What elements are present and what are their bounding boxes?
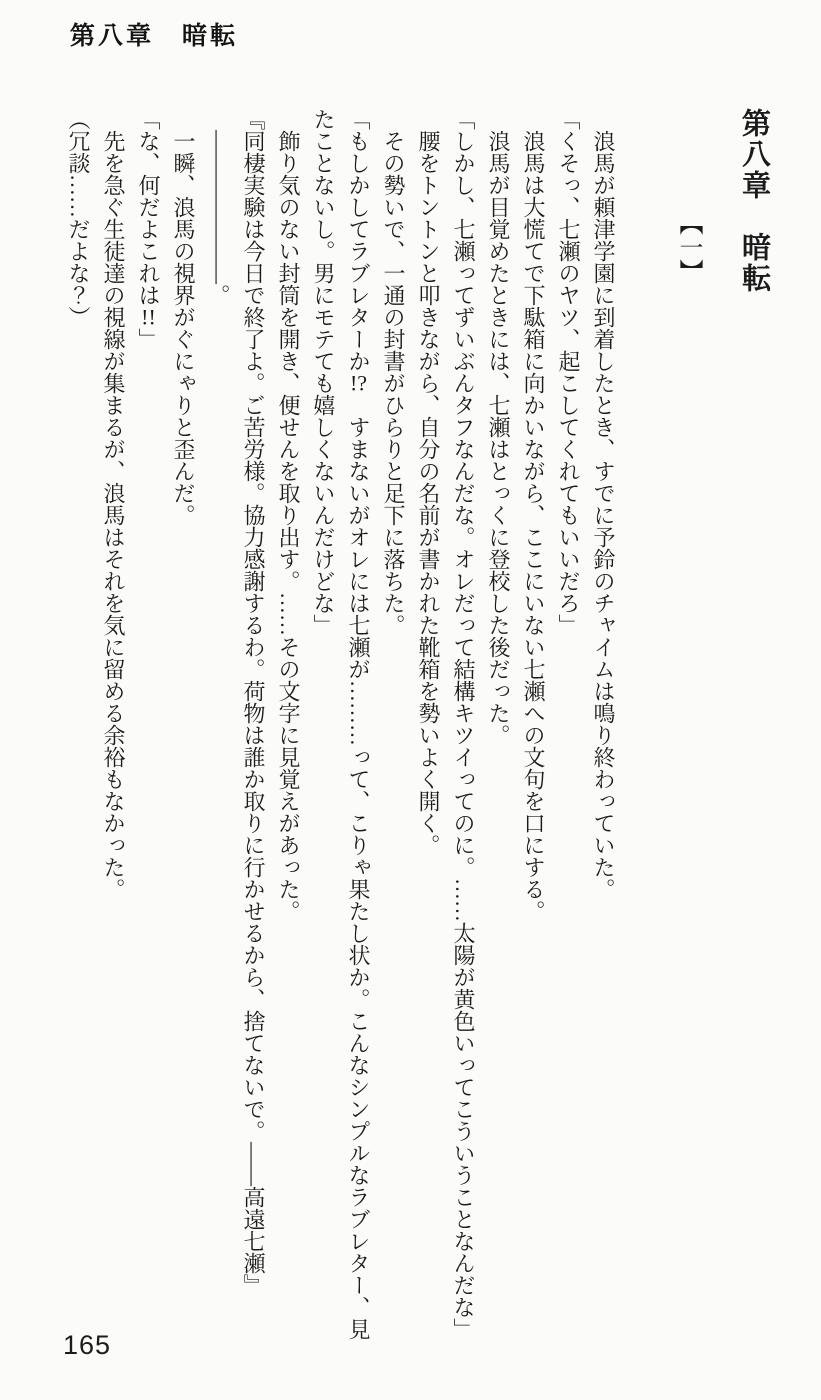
- paragraph-letter-10: 『同棲実験は今日で終了よ。ご苦労様。協力感謝するわ。荷物は誰か取りに行かせるから、捨てないで。――高遠七瀬』: [241, 108, 266, 1296]
- chapter-title: 第八章 暗転: [738, 108, 770, 294]
- paragraph-dialogue-8-text-start: 「もしかしてラブレターか: [346, 108, 371, 372]
- page-number: 165: [63, 1330, 112, 1360]
- section-number-marker: 【一】: [675, 211, 701, 283]
- paragraph-narration-7: その勢いで、一通の封書がひらりと足下に落ちた。: [381, 108, 406, 636]
- paragraph-dialogue-13-double-exclamation: !!: [141, 306, 156, 328]
- paragraph-narration-1: 浪馬が頼津学園に到着したとき、すでに予鈴のチャイムは鳴り終わっていた。: [591, 108, 616, 900]
- running-header-chapter: 第八章 暗転: [70, 23, 239, 50]
- paragraph-dash-11: ―――――――。: [206, 108, 231, 306]
- paragraph-dialogue-8-interrobang: !?: [349, 372, 368, 394]
- paragraph-dialogue-5: 「しかし、七瀬ってずいぶんタフなんだな。オレだって結構キツイってのに。……太陽が黄色いってこういうことなんだな」: [451, 108, 476, 1340]
- paragraph-dialogue-13: [131, 108, 166, 1346]
- page-body-vertical-text: [61, 108, 775, 1346]
- paragraph-thought-15: （冗談……だよな？）: [66, 108, 91, 328]
- paragraph-dialogue-8: [306, 108, 376, 1346]
- paragraph-narration-14: 先を急ぐ生徒達の視線が集まるが、浪馬はそれを気に留める余裕もなかった。: [101, 108, 126, 900]
- paragraph-dialogue-13-text-start: 「な、何だよこれは: [136, 108, 161, 306]
- paragraph-narration-3: 浪馬は大慌てで下駄箱に向かいながら、ここにいない七瀬への文句を口にする。: [521, 108, 546, 922]
- paragraph-dialogue-8-text-end: すまないがオレには七瀬が………って、こりゃ果たし状か。こんなシンプルなラブレター、見たことないし。男にモテても嬉しくないんだけどな」: [311, 108, 371, 1340]
- paragraph-narration-12: 一瞬、浪馬の視界がぐにゃりと歪んだ。: [171, 108, 196, 526]
- paragraph-narration-4: 浪馬が目覚めたときには、七瀬はとっくに登校した後だった。: [486, 108, 511, 746]
- paragraph-narration-9: 飾り気のない封筒を開き、便せんを取り出す。……その文字に見覚えがあった。: [276, 108, 301, 922]
- paragraph-dialogue-13-text-end: 」: [136, 328, 161, 350]
- paragraph-dialogue-2: 「くそっ、七瀬のヤツ、起こしてくれてもいいだろ」: [556, 108, 581, 636]
- paragraph-narration-6: 腰をトントンと叩きながら、自分の名前が書かれた靴箱を勢いよく開く。: [416, 108, 441, 856]
